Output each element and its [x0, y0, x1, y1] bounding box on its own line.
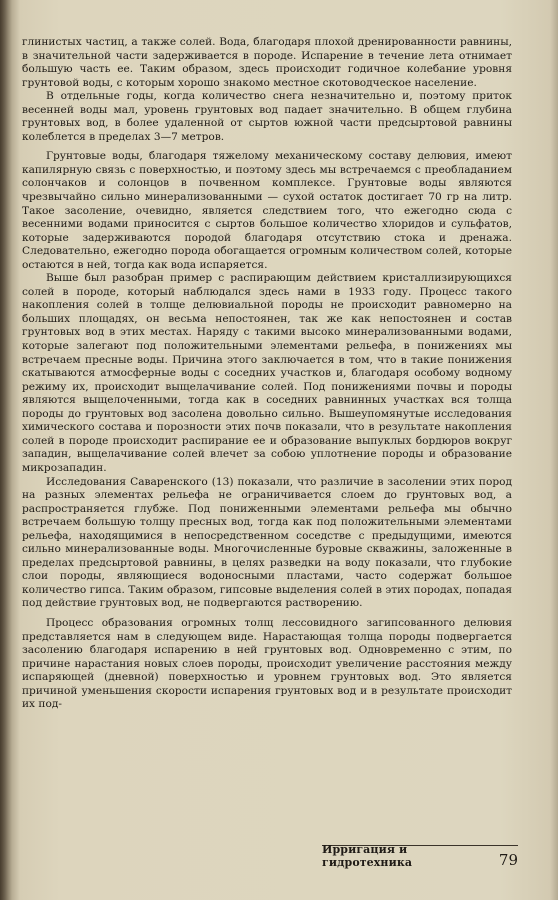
- paragraph-4: Выше был разобран пример с распирающим действием кристаллизирующихся солей в породе, который наблюдался здесь нами в 1933 году. Процесс такого накопления солей в толще делювиальной породы не происходит равномерно на больших площадях, он весьма непостоянен, так же как непостоянен и состав грунтовых вод в этих местах. Наряду с такими высоко минерализованными водами, которые залегают под положительными элементами рельефа, в понижениях мы встречаем пресные воды. Причина этого заключается в том, что в такие понижения скатываются атмосферные воды с соседних участков и, благодаря особому водному режиму их, происходит выщелачивание солей. Под понижениями почвы и породы являются выщелоченными, тогда как в соседних равнинных участках вся толща породы до грунтовых вод засолена довольно сильно. Вышеупомянутые исследования химического состава и порозности этих почв показали, что в результате накопления солей в породе происходит распирание ее и образование выпуклых бордюров вокруг западин, выщелачивание солей влечет за собою уплотнение породы и образование микрозападин.: [22, 272, 512, 474]
- paragraph-5: Исследования Саваренского (13) показали, что различие в засолении этих пород на разных элементах рельефа не ограничивается слоем до грунтовых вод, а распространяется глубже. Под пониженными элементами рельефа мы обычно встречаем большую толщу пресных вод, тогда как под положительными элементами рельефа, находящимися в непосредственном соседстве с предыдущими, имеются сильно минерализованные воды. Многочисленные буровые скважины, заложенные в пределах предсыртовой равнины, в целях разведки на воду показали, что глубокие слои породы, являющиеся водоносными пластами, часто содержат большое количество гипса. Таким образом, гипсовые выделения солей в этих породах, попадая под действие грунтовых вод, не подвергаются растворению.: [22, 475, 513, 610]
- page-footer: [322, 845, 518, 869]
- paragraph-6: Процесс образования огромных толщ лессовидного загипсованного делювия представляется нам в следующем виде. Нарастающая толща породы подвергается засолению благодаря испарению в ней грунтовых вод. Одновременно с этим, по причине нарастания новых слоев породы, происходит увеличение расстояния между испаряющей (дневной) поверхностью и уровнем грунтовых вод. Это является причиной уменьшения скорости испарения грунтовых вод и в результате происходит их под-: [22, 616, 512, 711]
- paragraph-1: глинистых частиц, а также солей. Вода, благодаря плохой дренированности равнины, в значительной части задерживается в породе. Испарение в течение лета отнимает большую часть ее. Таким образом, здесь происходит годичное колебание уровня грунтовой воды, с которым хорошо знакомо местное скотоводческое население.: [22, 36, 512, 89]
- page-body: [22, 36, 512, 712]
- running-title: Ирригация и гидротехника: [322, 843, 413, 869]
- page-number: 79: [498, 851, 518, 869]
- paragraph-2: В отдельные годы, когда количество снега незначительно и, поэтому приток весенней воды мал, уровень грунтовых вод падает значительно. В общем глубина грунтовых вод, в более удаленной от сыртов южной части предсыртовой равнины колеблется в пределах 3—7 метров.: [22, 90, 512, 143]
- paragraph-3: Грунтовые воды, благодаря тяжелому механическому составу делювия, имеют капилярную связь с поверхностью, и поэтому здесь мы встречаемся с преобладанием солончаков и солонцов в почвенном комплексе. Грунтовые воды являются чрезвычайно сильно минерализованными — сухой остаток достигает 70 гр на литр. Такое засоление, очевидно, является следствием того, что ежегодно сюда с весенними водами приносится с сыртов большое количество хлоридов и сульфатов, которые задерживаются породой благодаря отсутствию стока и дренажа. Следовательно, ежегодно порода обогащается огромным количеством солей, которые остаются в ней, тогда как вода испаряется.: [22, 150, 512, 271]
